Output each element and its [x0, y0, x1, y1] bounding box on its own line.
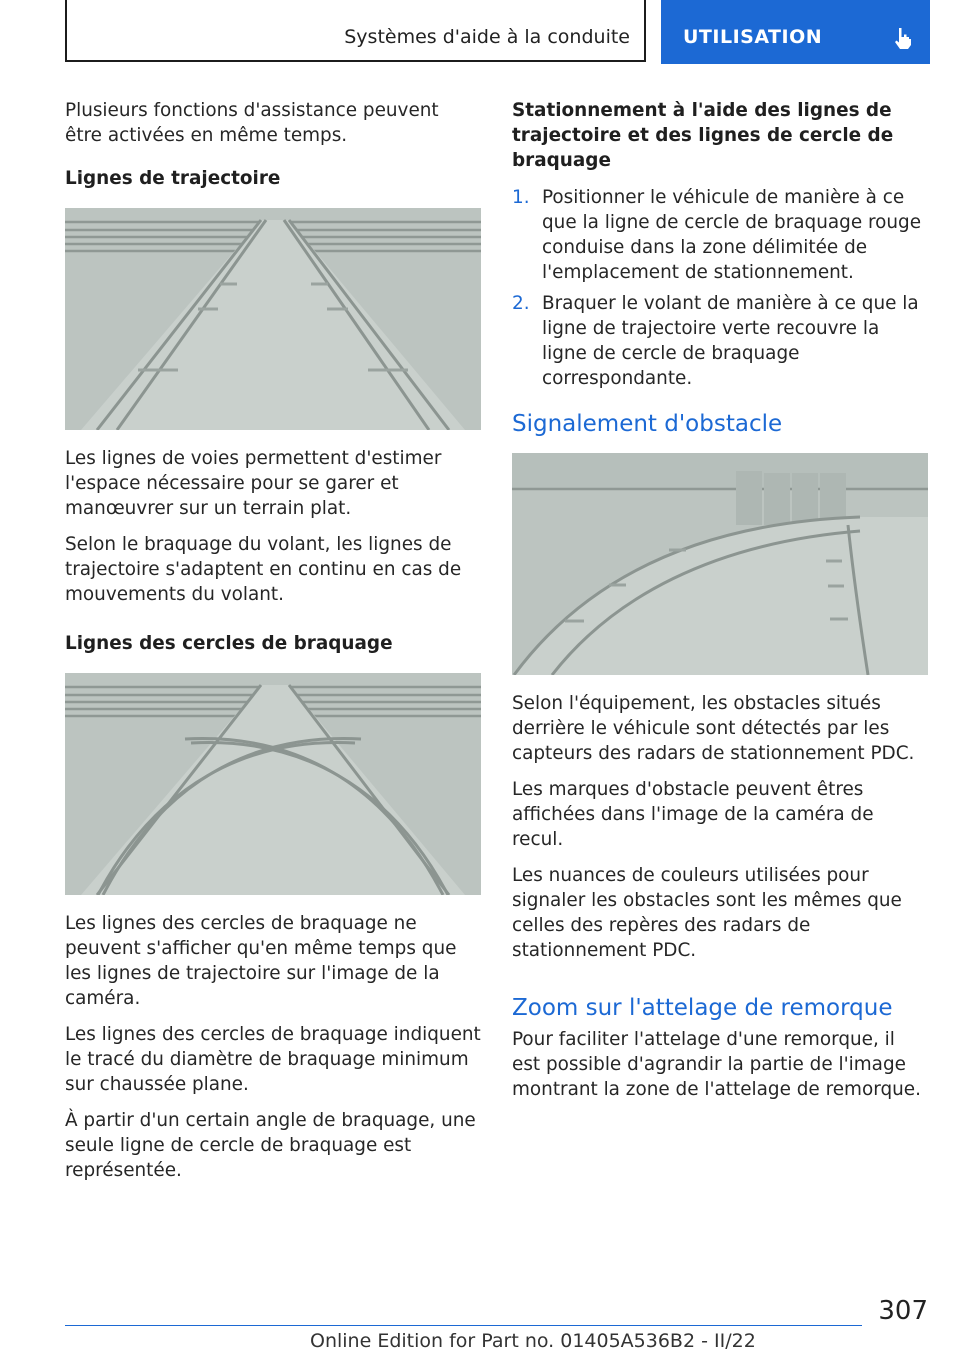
obstacle-paragraph-1: Selon l'équipement, les obstacles situés derrière le véhicule sont détectés par les capteurs des radars de stationnement PDC.	[512, 693, 915, 764]
obstacle-paragraph-2: Les marques d'obstacle peuvent êtres affichées dans l'image de la caméra de recul.	[512, 779, 874, 850]
list-item	[512, 291, 928, 391]
section-title: Systèmes d'aide à la conduite	[344, 26, 630, 48]
list-item	[512, 185, 928, 285]
circles-heading: Lignes des cercles de braquage	[65, 633, 393, 654]
zoom-heading: Zoom sur l'attelage de remorque	[512, 995, 893, 1021]
tab-label: UTILISATION	[683, 26, 823, 48]
page-header	[65, 0, 930, 64]
page-number: 307	[878, 1296, 928, 1326]
circles-paragraph-2: Les lignes des cercles de braquage indiquent le tracé du diamètre de braquage minimum sur chaussée plane.	[65, 1024, 481, 1095]
parking-steps-list	[512, 185, 928, 391]
zoom-paragraph: Pour faciliter l'attelage d'une remorque, il est possible d'agrandir la partie de l'image montrant la zone de l'attelage de remorque.	[512, 1029, 921, 1100]
intro-paragraph: Plusieurs fonctions d'assistance peuvent être activées en même temps.	[65, 100, 439, 146]
parking-heading: Stationnement à l'aide des lignes de trajectoire et des lignes de cercle de braquage	[512, 100, 894, 171]
tab-utilisation[interactable]	[661, 0, 930, 64]
footer-divider	[65, 1325, 862, 1326]
turning-circle-lines-image	[65, 673, 481, 895]
step-text: Braquer le volant de manière à ce que la ligne de trajectoire verte recouvre la ligne de cercle de braquage correspondante.	[542, 293, 919, 389]
obstacle-paragraph-3: Les nuances de couleurs utilisées pour signaler les obstacles sont les mêmes que celles des repères des radars de stationnement PDC.	[512, 865, 902, 961]
circles-paragraph-3: À partir d'un certain angle de braquage, une seule ligne de cercle de braquage est représentée.	[65, 1110, 476, 1181]
hand-pointer-icon	[893, 26, 913, 54]
section-title-box	[65, 0, 646, 62]
circles-paragraph-1: Les lignes des cercles de braquage ne peuvent s'afficher qu'en même temps que les lignes de trajectoire sur l'image de la caméra.	[65, 913, 457, 1009]
step-text: Positionner le véhicule de manière à ce que la ligne de cercle de braquage rouge conduise dans la zone délimitée de l'emplacement de stationnement.	[542, 187, 922, 283]
trajectory-paragraph-1: Les lignes de voies permettent d'estimer l'espace nécessaire pour se garer et manœuvrer sur un terrain plat.	[65, 448, 442, 519]
trajectory-heading: Lignes de trajectoire	[65, 168, 281, 189]
right-column	[512, 98, 928, 1113]
obstacle-heading: Signalement d'obstacle	[512, 411, 783, 437]
trajectory-paragraph-2: Selon le braquage du volant, les lignes de trajectoire s'adaptent en continu en cas de mouvements du volant.	[65, 534, 462, 605]
obstacle-marking-image	[512, 453, 928, 675]
left-column	[65, 98, 481, 1194]
edition-footer: Online Edition for Part no. 01405A536B2 - II/22	[310, 1330, 756, 1352]
trajectory-lines-image	[65, 208, 481, 430]
step-number: 1.	[512, 187, 530, 208]
step-number: 2.	[512, 293, 530, 314]
